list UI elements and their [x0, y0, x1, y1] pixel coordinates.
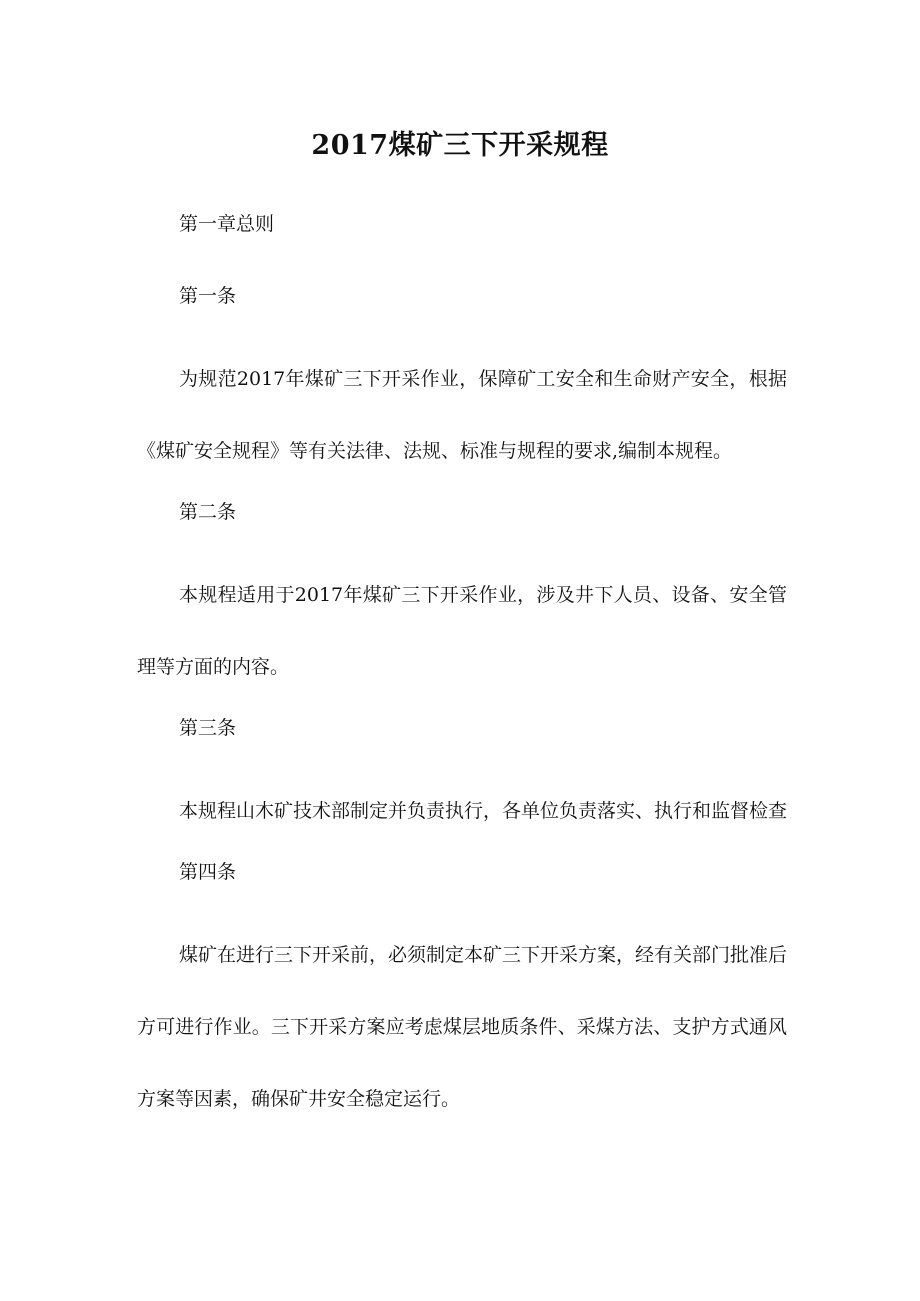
article-2-paragraph: 本规程适用于2017年煤矿三下开采作业，涉及井下人员、设备、安全管理等方面的内容。 [137, 584, 787, 678]
article-4-heading: 第四条 [179, 861, 237, 883]
document-body [137, 199, 787, 1135]
article-4-paragraph: 煤矿在进行三下开采前，必须制定本矿三下开采方案，经有关部门批准后方可进行作业。三下开采方案应考虑煤层地质条件、采煤方法、支护方式通风方案等因素，确保矿井安全稳定运行。 [137, 944, 788, 1110]
article-1-heading: 第一条 [179, 285, 237, 307]
article-3-heading: 第三条 [179, 717, 237, 739]
article-2-heading: 第二条 [179, 501, 237, 523]
article-3-paragraph: 本规程山木矿技术部制定并负责执行，各单位负责落实、执行和监督检查 [179, 800, 788, 822]
article-1-paragraph: 为规范2017年煤矿三下开采作业，保障矿工安全和生命财产安全，根据《煤矿安全规程》等有关法律、法规、标准与规程的要求,编制本规程。 [137, 368, 787, 462]
chapter-heading: 第一章总则 [179, 213, 275, 235]
document-title: 2017煤矿三下开采规程 [311, 130, 609, 161]
